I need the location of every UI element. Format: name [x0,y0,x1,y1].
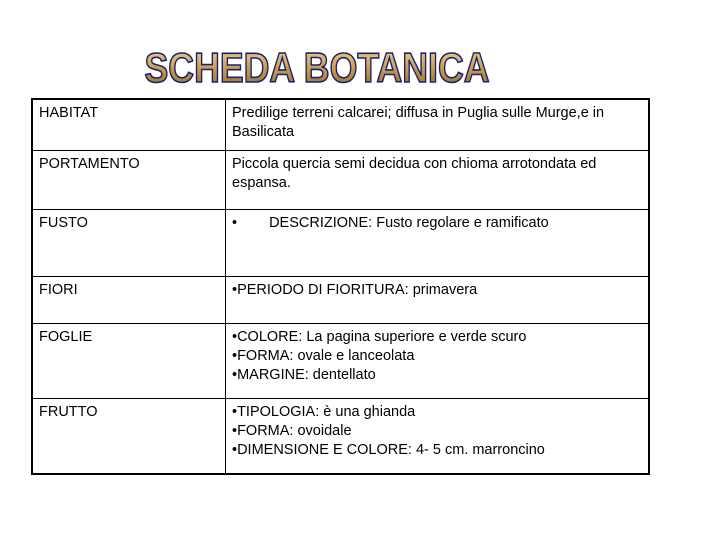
table-row-fiori [32,277,649,324]
table-row-frutto [32,399,649,475]
bullet-glyph: • [232,215,238,231]
row-label-frutto: FRUTTO [32,399,226,475]
botanical-table [31,98,650,475]
row-label-habitat: HABITAT [32,99,226,151]
row-value-fiori [226,277,650,324]
foglie-margine: •MARGINE: dentellato [232,367,376,383]
fiori-text: •PERIODO DI FIORITURA: primavera [232,282,478,298]
row-label-foglie: FOGLIE [32,324,226,399]
row-value-fusto [226,210,650,277]
row-label-fiori: FIORI [32,277,226,324]
portamento-text: Piccola quercia semi decidua con chioma arrotondata ed espansa. [232,156,597,191]
title-banner-wordart [135,40,500,92]
foglie-colore: •COLORE: La pagina superiore e verde scuro [232,329,527,345]
table-row-foglie [32,324,649,399]
title-banner [135,40,500,92]
row-value-portamento [226,151,650,210]
fusto-text: DESCRIZIONE: Fusto regolare e ramificato [269,215,549,231]
table-row-fusto [32,210,649,277]
row-label-portamento: PORTAMENTO [32,151,226,210]
row-label-fusto: FUSTO [32,210,226,277]
habitat-text: Predilige terreni calcarei; diffusa in Puglia sulle Murge,e in Basilicata [232,105,605,140]
frutto-dimensione: •DIMENSIONE E COLORE: 4- 5 cm. marroncino [232,442,545,458]
foglie-forma: •FORMA: ovale e lanceolata [232,348,415,364]
title-banner-text: SCHEDA BOTANICA [144,44,490,91]
row-value-foglie [226,324,650,399]
frutto-tipologia: •TIPOLOGIA: è una ghianda [232,404,416,420]
row-value-habitat [226,99,650,151]
table-row-portamento [32,151,649,210]
row-value-frutto [226,399,650,475]
frutto-forma: •FORMA: ovoidale [232,423,352,439]
table-row-habitat [32,99,649,151]
